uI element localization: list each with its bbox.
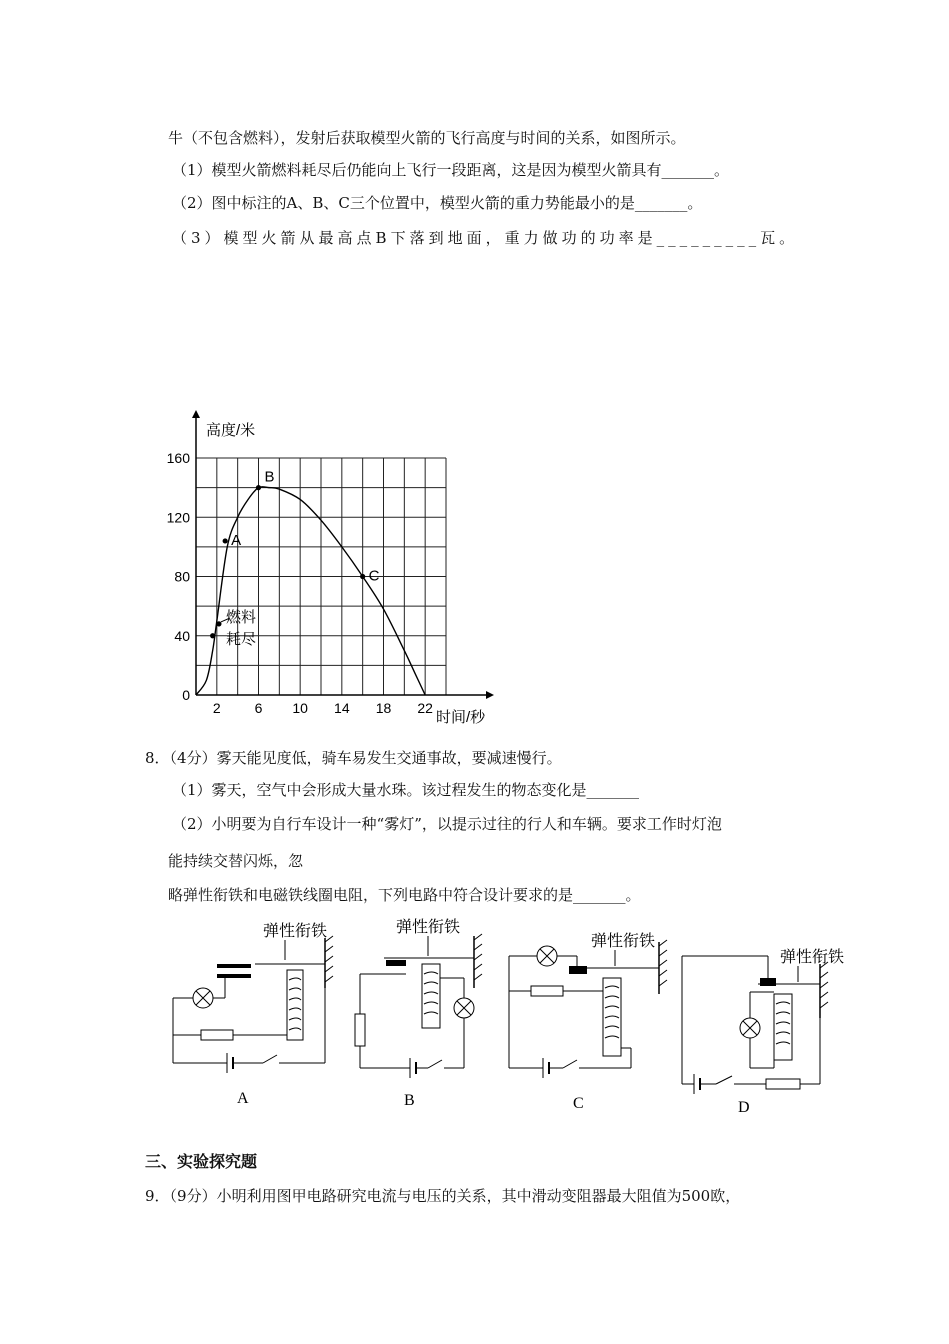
q7-part1: （1）模型火箭燃料耗尽后仍能向上飞行一段距离，这是因为模型火箭具有_______。 <box>172 161 730 179</box>
chart-point <box>223 538 228 543</box>
q7-part3: （3）模型火箭从最高点B下落到地面，重力做功的功率是_________瓦。 <box>172 229 799 247</box>
y-axis-label: 高度/米 <box>206 422 256 439</box>
circuit-c <box>503 908 673 1113</box>
q8-head: 8．（4分）雾天能见度低，骑车易发生交通事故，要减速慢行。 <box>145 749 562 767</box>
q7-part2: （2）图中标注的A、B、C三个位置中，模型火箭的重力势能最小的是_______。 <box>172 194 703 212</box>
option-a-label: A <box>237 1090 249 1107</box>
x-axis-label: 时间/秒 <box>436 709 486 726</box>
chart-point <box>360 574 365 579</box>
x-tick-label: 10 <box>292 700 308 716</box>
armature-label: 弹性衔铁 <box>396 917 461 936</box>
y-tick-label: 160 <box>166 450 190 466</box>
chart-point <box>256 485 261 490</box>
x-tick-label: 2 <box>212 700 221 716</box>
armature-label: 弹性衔铁 <box>591 931 656 950</box>
q8-part1: （1）雾天，空气中会形成大量水珠。该过程发生的物态变化是_______ <box>172 781 640 799</box>
x-tick-label: 6 <box>254 700 263 716</box>
circuit-d <box>676 908 866 1118</box>
q9-text: 9．（9分）小明利用图甲电路研究电流与电压的关系，其中滑动变阻器最大阻值为500欧， <box>145 1187 741 1205</box>
x-tick-label: 14 <box>334 700 350 716</box>
q8-part2: （2）小明要为自行车设计一种“雾灯”，以提示过往的行人和车辆。要求工作时灯泡 <box>172 815 722 833</box>
y-tick-label: 120 <box>166 509 190 526</box>
circuit-a <box>165 908 350 1113</box>
y-axis-arrow <box>192 410 200 418</box>
point-label-c: C <box>368 567 380 585</box>
armature-label: 弹性衔铁 <box>263 921 328 940</box>
x-tick-label: 22 <box>417 700 433 716</box>
q8-part2-cont2: 略弹性衔铁和电磁铁线圈电阻，下列电路中符合设计要求的是_______。 <box>168 886 641 904</box>
option-b-label: B <box>404 1092 415 1109</box>
x-tick-label: 18 <box>375 700 392 716</box>
option-c-label: C <box>573 1095 584 1112</box>
x-axis-arrow <box>486 691 494 699</box>
chart-point <box>216 621 221 626</box>
height-time-chart <box>160 400 500 730</box>
q8-part2-cont: 能持续交替闪烁，忽 <box>168 852 304 870</box>
fuel-annotation-line2: 耗尽 <box>226 631 257 648</box>
armature-label: 弹性衔铁 <box>780 947 845 966</box>
point-label-a: A <box>231 531 242 549</box>
section-title: 三、实验探究题 <box>145 1152 258 1171</box>
flight-curve <box>196 487 425 695</box>
y-tick-label: 40 <box>174 627 190 644</box>
circuit-b <box>348 908 498 1113</box>
y-tick-label: 80 <box>174 568 190 585</box>
option-d-label: D <box>738 1099 750 1116</box>
q7-intro: 牛（不包含燃料），发射后获取模型火箭的飞行高度与时间的关系，如图所示。 <box>168 129 686 147</box>
fuel-annotation-line1: 燃料 <box>226 609 257 626</box>
chart-point <box>210 633 215 638</box>
y-tick-label: 0 <box>182 687 190 703</box>
point-label-b: B <box>264 468 275 486</box>
